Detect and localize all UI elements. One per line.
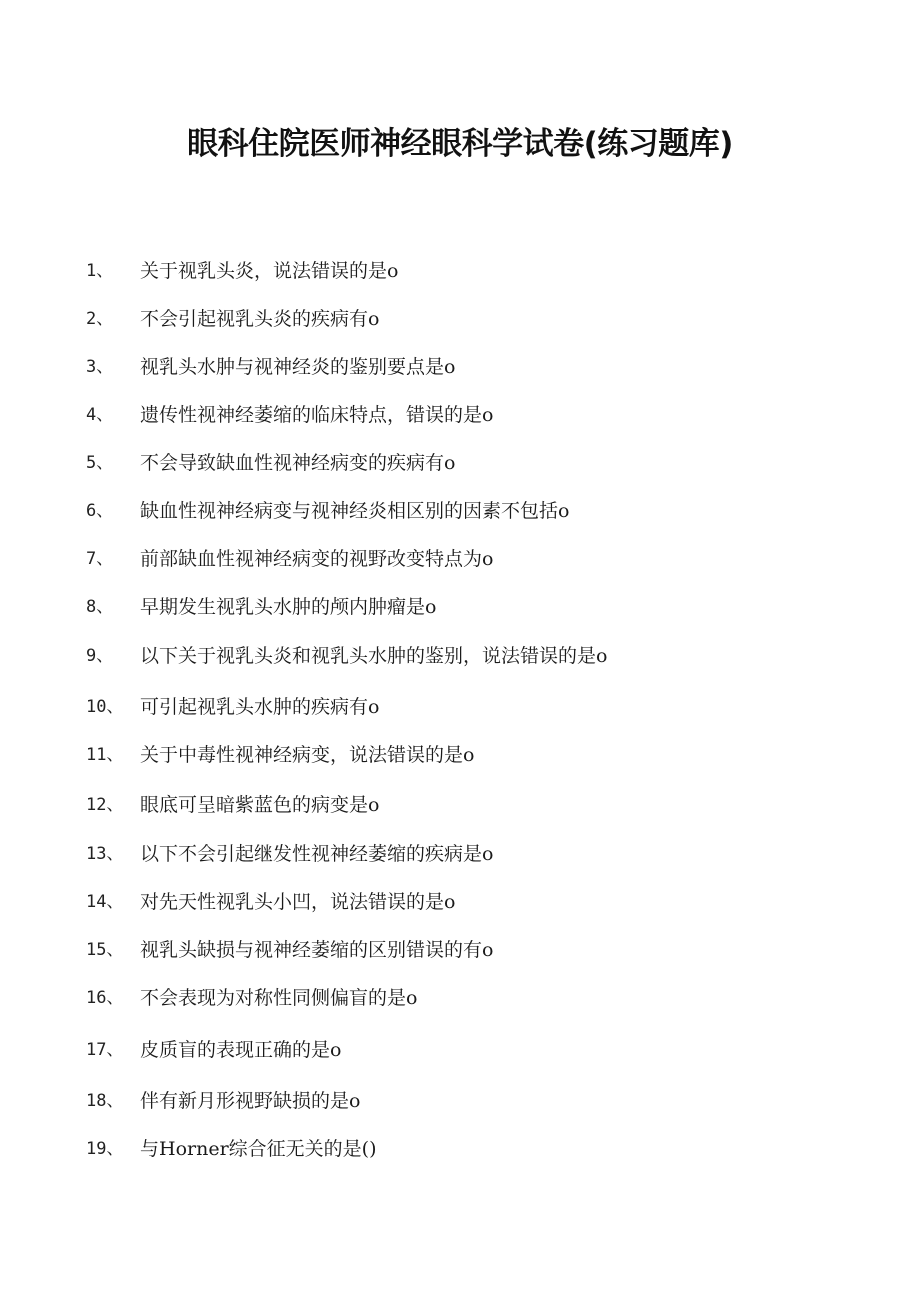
question-item bbox=[86, 1035, 341, 1065]
question-text: 皮质盲的表现正确的是ο bbox=[140, 1039, 342, 1061]
question-number: 9、 bbox=[86, 646, 114, 666]
question-item bbox=[86, 839, 493, 869]
question-number: 19、 bbox=[86, 1139, 124, 1159]
question-number: 11、 bbox=[86, 745, 124, 765]
question-number: 8、 bbox=[86, 597, 114, 617]
question-number: 5、 bbox=[86, 453, 114, 473]
question-number: 16、 bbox=[86, 988, 124, 1008]
question-number: 14、 bbox=[86, 892, 124, 912]
question-text: 视乳头水肿与视神经炎的鉴别要点是ο bbox=[140, 356, 456, 378]
question-text: 以下关于视乳头炎和视乳头水肿的鉴别，说法错误的是ο bbox=[140, 645, 608, 667]
question-number: 3、 bbox=[86, 357, 114, 377]
question-number: 10、 bbox=[86, 697, 124, 717]
question-text: 对先天性视乳头小凹，说法错误的是ο bbox=[140, 891, 456, 913]
question-number: 17、 bbox=[86, 1040, 124, 1060]
question-item bbox=[86, 790, 379, 820]
question-number: 4、 bbox=[86, 405, 114, 425]
question-item bbox=[86, 544, 493, 574]
question-text: 不会引起视乳头炎的疾病有ο bbox=[140, 308, 380, 330]
question-number: 7、 bbox=[86, 549, 114, 569]
document-title: 眼科住院医师神经眼科学试卷(练习题库) bbox=[187, 126, 733, 162]
question-item bbox=[86, 496, 569, 526]
question-item bbox=[86, 887, 455, 917]
question-item bbox=[86, 1134, 376, 1164]
question-text: 关于中毒性视神经病变，说法错误的是ο bbox=[140, 744, 475, 766]
question-text: 以下不会引起继发性视神经萎缩的疾病是ο bbox=[140, 843, 494, 865]
question-number: 15、 bbox=[86, 940, 124, 960]
question-text: 不会导致缺血性视神经病变的疾病有ο bbox=[140, 452, 456, 474]
question-item bbox=[86, 256, 398, 286]
question-text: 伴有新月形视野缺损的是ο bbox=[140, 1090, 361, 1112]
question-item bbox=[86, 592, 436, 622]
question-text: 关于视乳头炎，说法错误的是ο bbox=[140, 260, 399, 282]
question-number: 18、 bbox=[86, 1091, 124, 1111]
question-text: 早期发生视乳头水肿的颅内肿瘤是ο bbox=[140, 596, 437, 618]
question-item bbox=[86, 400, 493, 430]
question-item bbox=[86, 740, 474, 770]
question-item bbox=[86, 935, 493, 965]
question-text: 前部缺血性视神经病变的视野改变特点为ο bbox=[140, 548, 494, 570]
question-text: 可引起视乳头水肿的疾病有ο bbox=[140, 696, 380, 718]
question-number: 2、 bbox=[86, 309, 114, 329]
question-item bbox=[86, 448, 455, 478]
question-text: 遗传性视神经萎缩的临床特点，错误的是ο bbox=[140, 404, 494, 426]
question-text: 眼底可呈暗紫蓝色的病变是ο bbox=[140, 794, 380, 816]
question-number: 6、 bbox=[86, 501, 114, 521]
question-item bbox=[86, 641, 607, 671]
question-item bbox=[86, 983, 417, 1013]
question-item bbox=[86, 1086, 360, 1116]
question-text: 与Horner综合征无关的是() bbox=[140, 1138, 377, 1160]
question-text: 视乳头缺损与视神经萎缩的区别错误的有ο bbox=[140, 939, 494, 961]
question-number: 1、 bbox=[86, 261, 114, 281]
question-number: 13、 bbox=[86, 844, 124, 864]
question-text: 缺血性视神经病变与视神经炎相区别的因素不包括ο bbox=[140, 500, 570, 522]
question-item bbox=[86, 692, 379, 722]
question-text: 不会表现为对称性同侧偏盲的是ο bbox=[140, 987, 418, 1009]
question-item bbox=[86, 304, 379, 334]
question-number: 12、 bbox=[86, 795, 124, 815]
question-item bbox=[86, 352, 455, 382]
